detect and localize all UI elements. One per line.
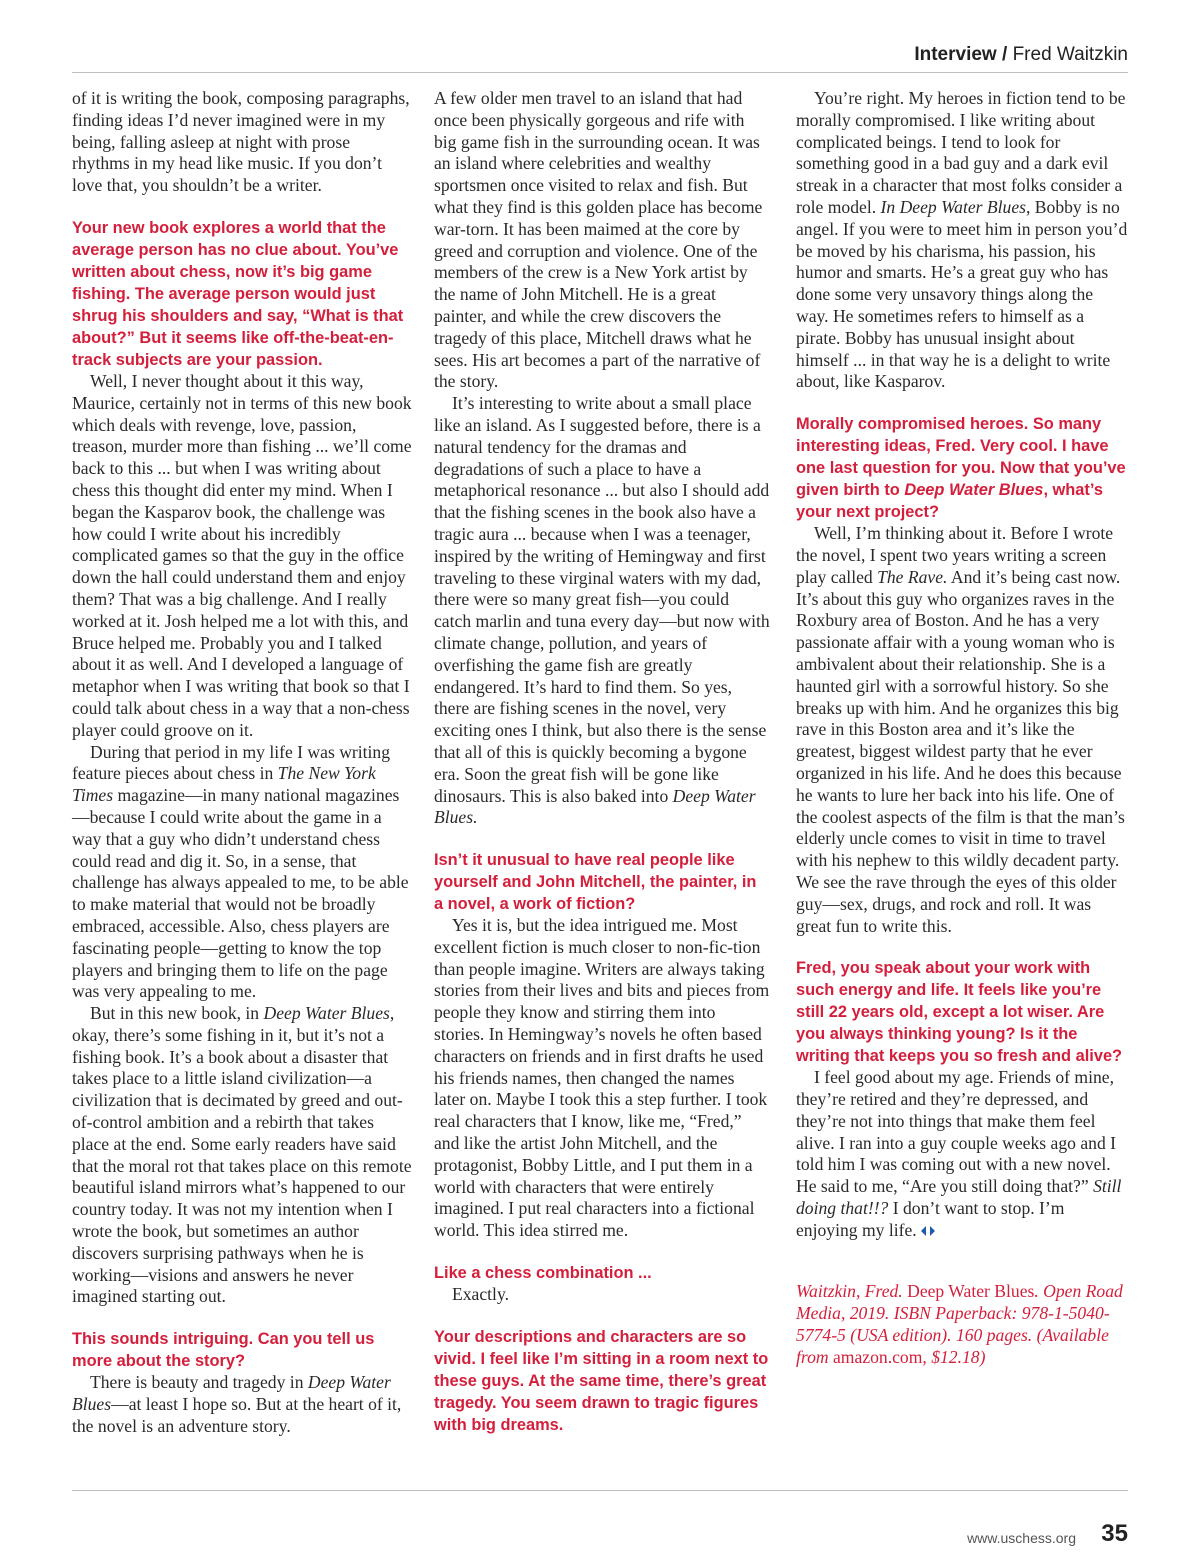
column-3 [796,88,1130,1368]
question: Your new book explores a world that the average person has no clue about. You’ve written about chess, now it’s big game fishing. The average person would just shrug his shoulders and say, “What is that about?” But it seems like off-the-beat-en-track subjects are your passion. [72,218,404,369]
paragraph: There is beauty and tragedy in Deep Water Blues—at least I hope so. But at the heart of it, the novel is an adventure story. [72,1372,402,1436]
paragraph: I feel good about my age. Friends of mine, they’re retired and they’re depressed, and they’re not into things that make them feel alive. I ran into a guy couple weeks ago and I told him I was coming out with a new novel. He said to me, “Are you still doing that?” Still doing that!!? I don’t want to stop. I’m enjoying my life. [796,1067,1122,1240]
footer-rule [72,1490,1128,1491]
running-header [914,44,1128,66]
question: Your descriptions and characters are so vivid. I feel like I’m sitting in a room next to these guys. At the same time, there’s great tragedy. You seem drawn to tragic figures with big dreams. [434,1327,769,1434]
paragraph: It’s interesting to write about a small place like an island. As I suggested before, there is a natural tendency for the dramas and degradations of such a place to have a metaphorical resonance ... but also I should add that the fishing scenes in the book also have a tragic aura ... because when I was a teenager, inspired by the writing of Hemingway and first traveling to these virginal waters with my dad, there were so many great fish—you could catch marlin and tuna every day—but now with climate change, pollution, and years of overfishing the game fish are greatly endangered. It’s hard to find them. So yes, there are fishing scenes in the novel, very exciting ones I think, but also there is the sense that all of this is quickly becoming a bygone era. Soon the great fish will be gone like dinosaurs. This is also baked into Deep Water Blues. [434,393,770,828]
paragraph: A few older men travel to an island that had once been physically gorgeous and rife with big game fish in the surrounding ocean. It was an island where celebrities and wealthy sportsmen once visited to relax and fish. But what they find is this golden place has become war-torn. It has been maimed at the core by greed and corruption and violence. One of the members of the crew is a New York artist by the name of John Mitchell. He is a great painter, and while the crew discovers the tragedy of this place, Mitchell draws what he sees. His art becomes a part of the narrative of the story. [434,88,763,392]
paragraph: But in this new book, in Deep Water Blues, okay, there’s some fishing in it, but it’s not a fishing book. It’s a book about a disaster that takes place to a little island civilization—a civilization that is decimated by greed and out-of-control ambition and a rebirth that takes place at the end. Some early readers have said that the moral rot that takes place on this remote beautiful island mirrors what’s happened to our country today. It was not my intention when I wrote the book, but sometimes an author discovers surprising pathways when he is working—visions and answers he never imagined starting out. [72,1003,412,1307]
footer-url: www.uschess.org [967,1530,1076,1546]
header-separator: / [1002,44,1008,65]
paragraph: Well, I never thought about it this way, Maurice, certainly not in terms of this new book which deals with revenge, love, passion, treason, murder more than fishing ... we’ll come back to this ... but when I was writing about chess this thought did enter my mind. When I began the Kasparov book, the challenge was how could I write about his incredibly complicated games so that the guy in the office down the hall could understand them and enjoy them? That was a big challenge. And I really worked at it. Josh helped me a lot with this, and Bruce helped me. Probably you and I talked about it as well. And I developed a language of metaphor when I was writing that book so that I could talk about chess in a way that a non-chess player could groove on it. [72,370,412,740]
page-number: 35 [1101,1520,1128,1547]
end-mark-icon [921,1225,935,1237]
paragraph: Well, I’m thinking about it. Before I wrote the novel, I spent two years writing a screen play called The Rave. And it’s being cast now. It’s about this guy who organizes raves in the Roxbury area of Boston. And he has a very passionate affair with a young woman who is ambivalent about their relationship. She is a haunted girl with a sorrowful history. So she breaks up with him. And he organizes this big rave in this Boston area and it’s like the greatest, biggest wildest party that he ever organized in his life. And he does this because he wants to lure her back into his life. One of the coolest aspects of the film is that the man’s elderly uncle comes to visit in time to travel with his nephew to this wildly decadent party. We see the rave through the eyes of this older guy—sex, drugs, and rock and roll. It was great fun to write this. [796,523,1125,936]
question: This sounds intriguing. Can you tell us more about the story? [72,1330,375,1371]
interviewee-name: Fred Waitzkin [1012,44,1128,65]
paragraph: Exactly. [452,1284,509,1305]
header-rule [72,72,1128,73]
book-citation: Waitzkin, Fred. Deep Water Blues. Open Road Media, 2019. ISBN Paperback: 978-1-5040-5774-5 (USA edition). 160 pages. (Available from amazon.com, $12.18) [796,1280,1123,1367]
section-label: Interview [914,44,997,65]
paragraph: Yes it is, but the idea intrigued me. Most excellent fiction is much closer to non-fic-tion than people imagine. Writers are always taking stories from their lives and bits and pieces from people they know and stirring them into stories. In Hemingway’s novels he often based characters on friends and in first drafts he used his friends names, then changed the names later on. Maybe I took this a step further. I took real characters that I know, like me, “Fred,” and like the artist John Mitchell, and the protagonist, Bobby Little, and I put them in a world with characters that were entirely imagined. I put real characters into a fictional world. This idea stirred me. [434,915,770,1241]
question: Isn’t it unusual to have real people like yourself and John Mitchell, the painter, in a novel, a work of fiction? [434,851,757,914]
paragraph: You’re right. My heroes in fiction tend to be morally compromised. I like writing about complicated beings. I tend to look for something good in a bad guy and a dark evil streak in a character that most folks consider a role model. In Deep Water Blues, Bobby is no angel. If you were to meet him in person you’d be moved by his charisma, his passion, his humor and smarts. He’s a great guy who has done some very unsavory things along the way. He sometimes refers to himself as a pirate. Bobby has unusual insight about himself ... in that way he is a delight to write about, like Kasparov. [796,88,1128,392]
paragraph: of it is writing the book, composing paragraphs, finding ideas I’d never imagined were in my being, falling asleep at night with prose rhythms in my head like music. If you don’t love that, you shouldn’t be a writer. [72,88,410,196]
question: Morally compromised heroes. So many interesting ideas, Fred. Very cool. I have one last question for you. Now that you’ve given birth to Deep Water Blues, what’s your next project? [796,415,1126,522]
column-1 [72,88,412,1438]
paragraph: During that period in my life I was writing feature pieces about chess in The New York Times magazine—in many national magazines—because I could write about the game in a way that a guy who didn’t understand chess could read and dig it. So, in a sense, that challenge has always appealed to me, to be able to make material that would not be broadly embraced, accessible. Also, chess players are fascinating people—getting to know the top players and bringing them to life on the page was very appealing to me. [72,741,409,1002]
question: Fred, you speak about your work with such energy and life. It feels like you’re still 22 years old, except a lot wiser. Are you always thinking young? Is it the writing that keeps you so fresh and alive? [796,959,1123,1066]
column-2 [434,88,770,1436]
question: Like a chess combination ... [434,1264,652,1283]
